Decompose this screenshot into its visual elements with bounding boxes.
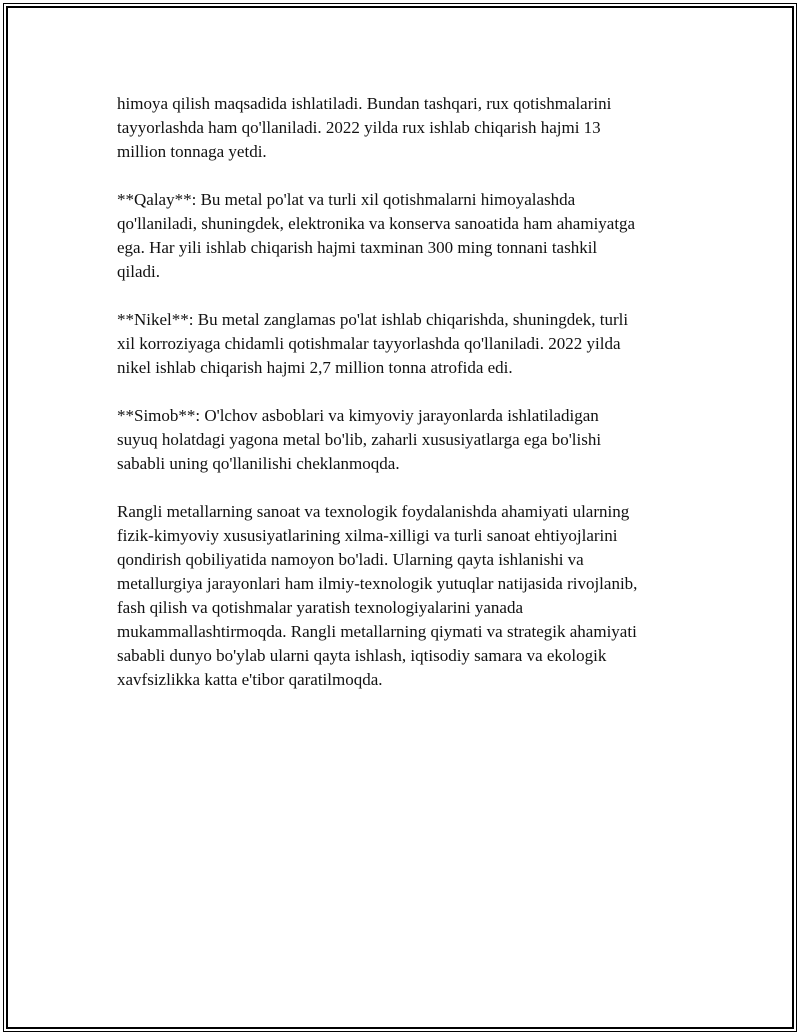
- paragraph-rux: [117, 92, 683, 164]
- text-line: qo'llaniladi, shuningdek, elektronika va konserva sanoatida ham ahamiyatga: [117, 214, 636, 233]
- paragraph-qalay: [117, 188, 683, 284]
- text-line: himoya qilish maqsadida ishlatiladi. Bundan tashqari, rux qotishmalarini: [117, 94, 612, 113]
- text-line: **Qalay**: Bu metal po'lat va turli xil qotishmalarni himoyalashda: [117, 190, 576, 209]
- text-line: xavfsizlikka katta e'tibor qaratilmoqda.: [117, 670, 383, 689]
- text-line: tayyorlashda ham qo'llaniladi. 2022 yilda rux ishlab chiqarish hajmi 13: [117, 118, 601, 137]
- text-line: nikel ishlab chiqarish hajmi 2,7 million tonna atrofida edi.: [117, 358, 513, 377]
- text-line: sababli dunyo bo'ylab ularni qayta ishlash, iqtisodiy samara va ekologik: [117, 646, 607, 665]
- text-line: Rangli metallarning sanoat va texnologik foydalanishda ahamiyati ularning: [117, 502, 630, 521]
- text-line: ega. Har yili ishlab chiqarish hajmi taxminan 300 ming tonnani tashkil: [117, 238, 598, 257]
- text-line: **Simob**: O'lchov asboblari va kimyoviy jarayonlarda ishlatiladigan: [117, 406, 599, 425]
- text-line: **Nikel**: Bu metal zanglamas po'lat ishlab chiqarishda, shuningdek, turli: [117, 310, 629, 329]
- text-line: metallurgiya jarayonlari ham ilmiy-texnologik yutuqlar natijasida rivojlanib,: [117, 574, 638, 593]
- text-line: million tonnaga yetdi.: [117, 142, 267, 161]
- text-line: qiladi.: [117, 262, 160, 281]
- text-line: qondirish qobiliyatida namoyon bo'ladi. Ularning qayta ishlanishi va: [117, 550, 584, 569]
- text-line: fash qilish va qotishmalar yaratish texnologiyalarini yanada: [117, 598, 523, 617]
- paragraph-simob: [117, 404, 683, 476]
- text-line: sababli uning qo'llanilishi cheklanmoqda.: [117, 454, 400, 473]
- text-line: suyuq holatdagi yagona metal bo'lib, zaharli xususiyatlarga ega bo'lishi: [117, 430, 602, 449]
- text-line: fizik-kimyoviy xususiyatlarining xilma-xilligi va turli sanoat ehtiyojlarini: [117, 526, 618, 545]
- document-body: [117, 92, 683, 716]
- paragraph-nikel: [117, 308, 683, 380]
- paragraph-conclusion: [117, 500, 683, 692]
- text-line: mukammallashtirmoqda. Rangli metallarning qiymati va strategik ahamiyati: [117, 622, 637, 641]
- text-line: xil korroziyaga chidamli qotishmalar tayyorlashda qo'llaniladi. 2022 yilda: [117, 334, 621, 353]
